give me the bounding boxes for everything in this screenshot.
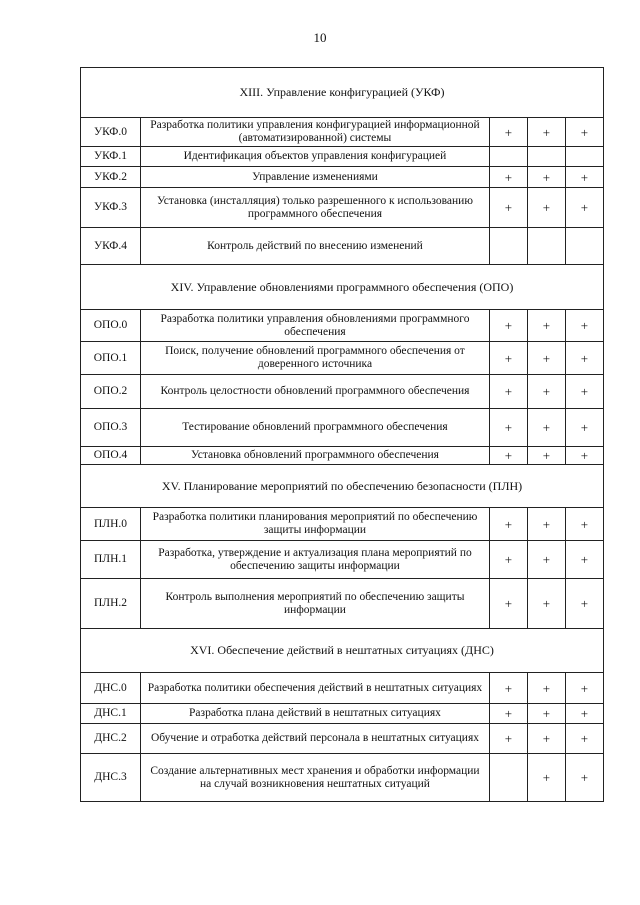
measure-text: Разработка политики обеспечения действий в нештатных ситуациях <box>141 673 490 704</box>
mark-cell <box>527 228 565 265</box>
measure-text: Разработка политики планирования мероприятий по обеспечению защиты информации <box>141 508 490 541</box>
mark-cell: + <box>565 310 603 342</box>
measure-code: ДНС.0 <box>81 673 141 704</box>
mark-cell: + <box>565 541 603 579</box>
mark-cell: + <box>489 447 527 465</box>
measure-code: УКФ.1 <box>81 147 141 167</box>
mark-cell: + <box>489 673 527 704</box>
mark-cell <box>489 147 527 167</box>
measure-text: Разработка плана действий в нештатных ситуациях <box>141 704 490 724</box>
measure-code: ОПО.1 <box>81 342 141 375</box>
mark-cell: + <box>527 342 565 375</box>
mark-cell: + <box>489 541 527 579</box>
measure-text: Тестирование обновлений программного обеспечения <box>141 409 490 447</box>
measure-text: Контроль действий по внесению изменений <box>141 228 490 265</box>
table-row <box>81 704 604 724</box>
mark-cell <box>565 147 603 167</box>
mark-cell: + <box>565 167 603 188</box>
measure-code: УКФ.2 <box>81 167 141 188</box>
section-header-row <box>81 265 604 310</box>
table-row <box>81 673 604 704</box>
mark-cell: + <box>527 375 565 409</box>
mark-cell <box>527 147 565 167</box>
section-header-row <box>81 629 604 673</box>
measure-text: Разработка политики управления конфигурацией информационной (автоматизированной) системы <box>141 118 490 147</box>
mark-cell: + <box>527 541 565 579</box>
measure-code: ПЛН.0 <box>81 508 141 541</box>
mark-cell: + <box>527 409 565 447</box>
table-row <box>81 447 604 465</box>
mark-cell: + <box>527 673 565 704</box>
measure-code: ОПО.2 <box>81 375 141 409</box>
security-measures-table <box>80 67 604 802</box>
measure-text: Разработка политики управления обновлениями программного обеспечения <box>141 310 490 342</box>
section-title: XVI. Обеспечение действий в нештатных ситуациях (ДНС) <box>81 629 604 673</box>
table-row <box>81 579 604 629</box>
mark-cell: + <box>527 704 565 724</box>
measure-text: Разработка, утверждение и актуализация плана мероприятий по обеспечению защиты информации <box>141 541 490 579</box>
section-title: XIII. Управление конфигурацией (УКФ) <box>81 68 604 118</box>
mark-cell: + <box>489 724 527 754</box>
mark-cell: + <box>565 673 603 704</box>
mark-cell: + <box>565 447 603 465</box>
measure-text: Контроль целостности обновлений программного обеспечения <box>141 375 490 409</box>
mark-cell: + <box>565 704 603 724</box>
table-row <box>81 310 604 342</box>
mark-cell: + <box>527 754 565 802</box>
measure-code: ДНС.2 <box>81 724 141 754</box>
measure-text: Создание альтернативных мест хранения и обработки информации на случай возникновения нештатных ситуаций <box>141 754 490 802</box>
measure-code: ПЛН.2 <box>81 579 141 629</box>
measure-text: Контроль выполнения мероприятий по обеспечению защиты информации <box>141 579 490 629</box>
mark-cell: + <box>527 724 565 754</box>
table-row <box>81 342 604 375</box>
mark-cell: + <box>527 447 565 465</box>
table-row <box>81 167 604 188</box>
table-row <box>81 147 604 167</box>
mark-cell: + <box>565 118 603 147</box>
measure-code: ОПО.0 <box>81 310 141 342</box>
table-row <box>81 724 604 754</box>
measure-text: Управление изменениями <box>141 167 490 188</box>
mark-cell: + <box>489 310 527 342</box>
measure-text: Установка (инсталляция) только разрешенного к использованию программного обеспечения <box>141 188 490 228</box>
table-row <box>81 188 604 228</box>
mark-cell: + <box>489 118 527 147</box>
mark-cell: + <box>527 167 565 188</box>
measure-text: Поиск, получение обновлений программного обеспечения от доверенного источника <box>141 342 490 375</box>
mark-cell: + <box>489 167 527 188</box>
section-title: XIV. Управление обновлениями программного обеспечения (ОПО) <box>81 265 604 310</box>
measure-text: Обучение и отработка действий персонала в нештатных ситуациях <box>141 724 490 754</box>
mark-cell: + <box>489 704 527 724</box>
mark-cell: + <box>527 579 565 629</box>
mark-cell: + <box>565 375 603 409</box>
mark-cell: + <box>565 409 603 447</box>
mark-cell: + <box>527 508 565 541</box>
mark-cell: + <box>489 188 527 228</box>
mark-cell: + <box>565 188 603 228</box>
table-row <box>81 754 604 802</box>
measure-code: ДНС.1 <box>81 704 141 724</box>
table-row <box>81 508 604 541</box>
measure-code: ДНС.3 <box>81 754 141 802</box>
mark-cell: + <box>527 118 565 147</box>
table-row <box>81 541 604 579</box>
mark-cell: + <box>527 188 565 228</box>
mark-cell: + <box>565 508 603 541</box>
mark-cell: + <box>527 310 565 342</box>
mark-cell <box>489 754 527 802</box>
mark-cell: + <box>489 375 527 409</box>
measure-text: Идентификация объектов управления конфигурацией <box>141 147 490 167</box>
table-row <box>81 409 604 447</box>
measure-code: УКФ.3 <box>81 188 141 228</box>
mark-cell: + <box>489 342 527 375</box>
mark-cell: + <box>489 409 527 447</box>
measure-code: ПЛН.1 <box>81 541 141 579</box>
measure-text: Установка обновлений программного обеспечения <box>141 447 490 465</box>
mark-cell: + <box>565 754 603 802</box>
mark-cell <box>489 228 527 265</box>
mark-cell: + <box>565 342 603 375</box>
measure-code: УКФ.0 <box>81 118 141 147</box>
table-row <box>81 118 604 147</box>
measure-code: ОПО.4 <box>81 447 141 465</box>
section-header-row <box>81 465 604 508</box>
mark-cell: + <box>489 508 527 541</box>
mark-cell: + <box>565 724 603 754</box>
section-title: XV. Планирование мероприятий по обеспечению безопасности (ПЛН) <box>81 465 604 508</box>
page-number: 10 <box>313 30 327 45</box>
mark-cell: + <box>489 579 527 629</box>
table-row <box>81 228 604 265</box>
mark-cell: + <box>565 579 603 629</box>
measure-code: ОПО.3 <box>81 409 141 447</box>
section-header-row <box>81 68 604 118</box>
mark-cell <box>565 228 603 265</box>
table-row <box>81 375 604 409</box>
measure-code: УКФ.4 <box>81 228 141 265</box>
